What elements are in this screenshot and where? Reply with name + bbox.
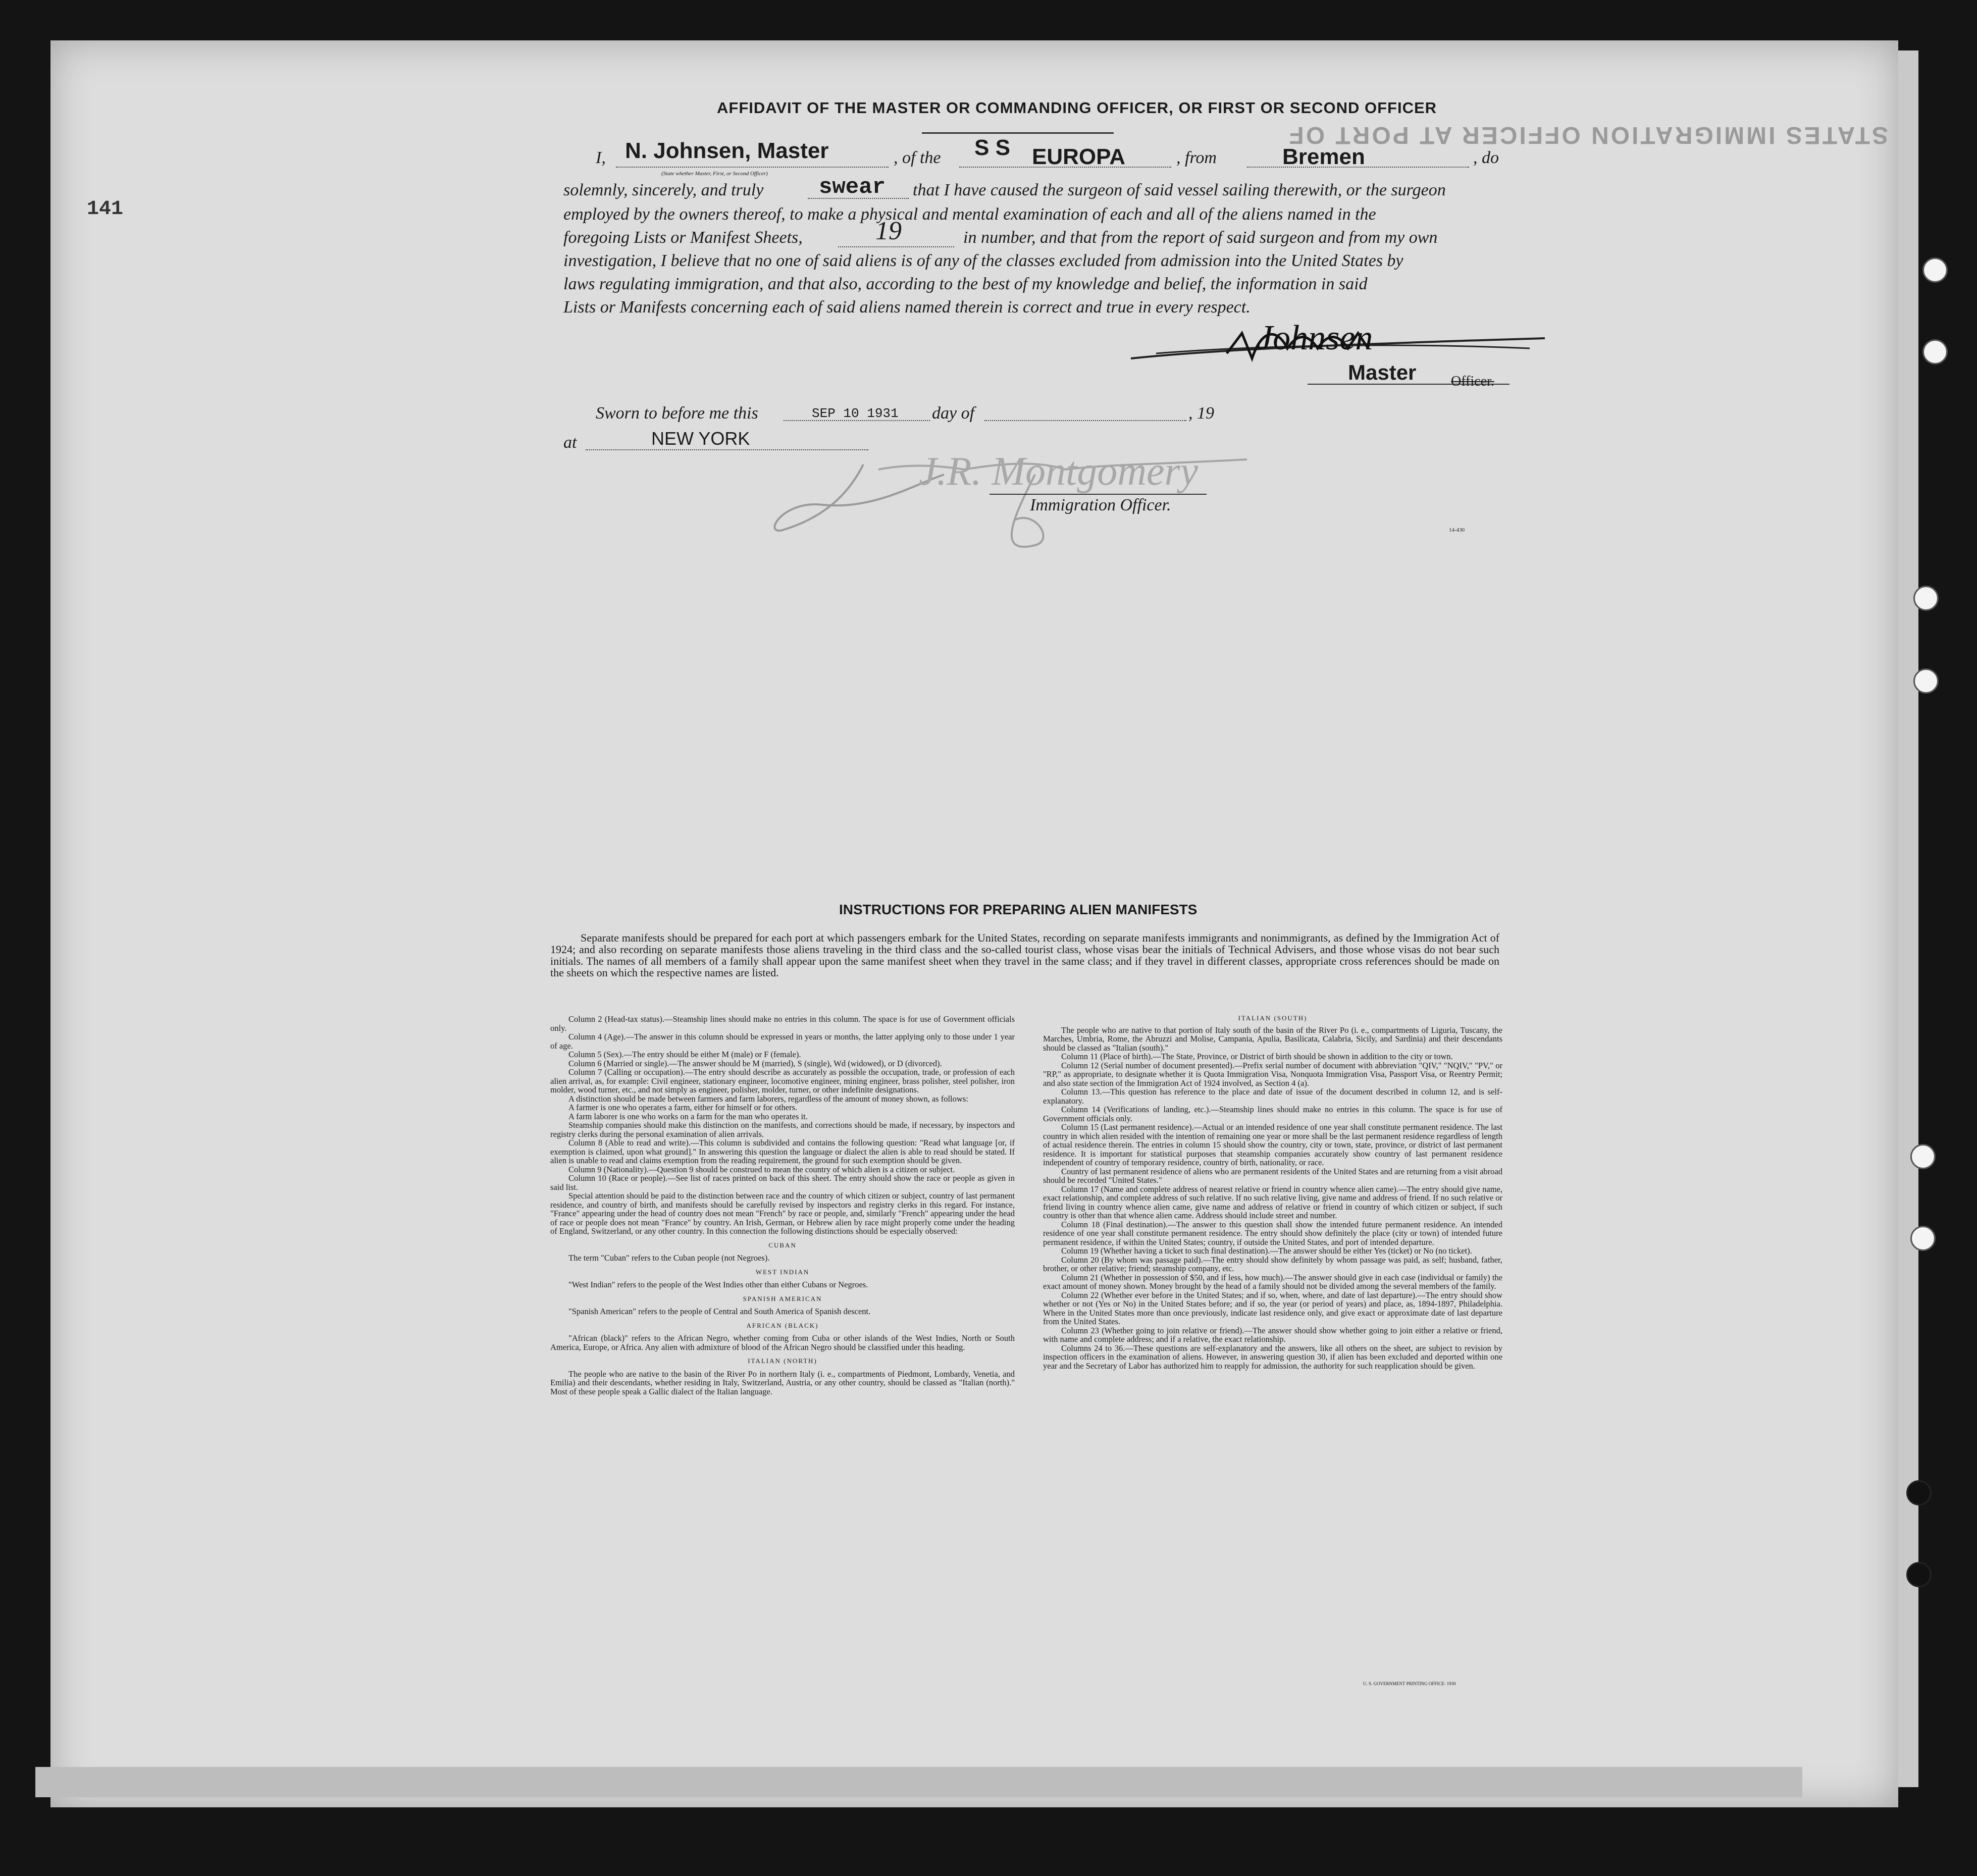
affidavit-line-7: Lists or Manifests concerning each of said aliens named therein is correct and true in every respect. [563, 298, 1251, 317]
ship-line [959, 167, 1171, 168]
text-do: , do [1473, 148, 1499, 167]
instruction-item: Column 23 (Whether going to join relative or friend).—The answer should show whether going to join either a relative or friend, with name and complete address; and if a relative, the exact relationship. [1043, 1325, 1502, 1344]
instruction-item: Column 14 (Verifications of landing, etc.).—Steamship lines should make no entries in this column. The space is for use of Government officials only. [1043, 1105, 1502, 1123]
instruction-item: Column 7 (Calling or occupation).—The entry should describe as accurately as possible the occupation, trade, or profession of each alien arrival, as, for example: Civil engineer, stationary engineer, locomotive engineer, mining engineer, brass polisher, steel polisher, iron molder, wood turner, etc., and not simply as engineer, polisher, molder, turner, or other indefinite designations. [550, 1067, 1015, 1095]
text-i: I, [596, 148, 606, 167]
punch-hole [1922, 257, 1948, 283]
instructions-right-column [1043, 1013, 1502, 1370]
page-edge-right [1898, 50, 1918, 1787]
month-line [984, 420, 1186, 421]
affidavit-line-1 [596, 148, 606, 168]
instruction-item: The people who are native to that portion of Italy south of the basin of the River Po (i. e., compartments of Liguria, Tuscany, the Marches, Umbria, Rome, the Abruzzi and Molise, Campania, Apulia, Basilicata, Calabria, Sicily, and Sardinia) and their descendants should be classed as "Italian (south)." [1043, 1025, 1502, 1053]
port-line [1247, 167, 1469, 168]
instruction-item: Special attention should be paid to the distinction between race and the country of which citizen or subject, country of last permanent residence, and country of birth, and manifests should be carefully revised by inspectors and registry clerks in this regard. For instance, "France" appearing under the head of country does not mean "French" by race or people, and, similarly "French" appearing under the head of race or people does not mean "France" by country. An Irish, German, or Hebrew alien by race might properly come under the heading of England, Switzerland, or any other country. In this connection the following distinctions should be especially observed: [550, 1191, 1015, 1236]
instruction-item: Column 11 (Place of birth).—The State, Province, or District of birth should be shown in addition to the city or town. [1061, 1052, 1453, 1061]
instruction-item: Columns 24 to 36.—These questions are self-explanatory and the answers, like all others on the sheet, are subject to revision by inspection officers in the examination of aliens. However, in answering question 30, if alien has been excluded and deported within one year and the Secretary of Labor has authorized him to reapply for admission, the authority for such reapplication should be given. [1043, 1343, 1502, 1371]
sheets-line [838, 246, 954, 247]
punch-hole [1913, 668, 1939, 694]
text-number: in number, and that from the report of said surgeon and from my own [963, 228, 1438, 247]
instruction-item: A farm laborer is one who works on a farm for the man who operates it. [568, 1111, 808, 1121]
affidavit-title: AFFIDAVIT OF THE MASTER OR COMMANDING OFFICER, OR FIRST OR SECOND OFFICER [717, 99, 1437, 117]
instruction-item: A farmer is one who operates a farm, either for himself or for others. [568, 1103, 798, 1112]
affidavit-line-6: laws regulating immigration, and that also, according to the best of my knowledge and belief, the information in said [563, 275, 1368, 293]
african-text: "African (black)" refers to the African Negro, whether coming from Cuba or other islands of the West Indies, North or South America, Europe, or Africa. Any alien with admixture of blood of the African Negro should be classified under this heading. [550, 1333, 1015, 1352]
instruction-item: Column 2 (Head-tax status).—Steamship lines should make no entries in this column. The space is for use of Government officials only. [550, 1014, 1015, 1033]
instruction-item: Column 6 (Married or single).—The answer should be M (married), S (single), Wd (widowed), or D (divorced). [568, 1058, 942, 1068]
instruction-item: Column 19 (Whether having a ticket to such final destination).—The answer should be either Yes (ticket) or No (no ticket). [1061, 1246, 1472, 1256]
oath-word: swear [819, 175, 886, 200]
page-number-mark: 141 [87, 198, 124, 221]
instruction-item: Column 9 (Nationality).—Question 9 should be construed to mean the country of which alien is a citizen or subject. [568, 1164, 955, 1174]
text-19: , 19 [1188, 404, 1214, 423]
instruction-item: Column 10 (Race or people).—See list of races printed on back of this sheet. The entry should show the race or people as given in said list. [550, 1173, 1015, 1192]
italian-south-heading: ITALIAN (SOUTH) [1238, 1014, 1308, 1022]
instructions-title: INSTRUCTIONS FOR PREPARING ALIEN MANIFESTS [839, 902, 1198, 917]
instruction-item: Country of last permanent residence of aliens who are permanent residents of the United States and are returning from a visit abroad should be recorded "United States." [1043, 1166, 1502, 1185]
punch-hole [1922, 339, 1948, 364]
left-column-items [550, 1015, 1015, 1236]
west-indian-heading: WEST INDIAN [755, 1268, 810, 1276]
text-that: that I have caused the surgeon of said vessel sailing therewith, or the surgeon [913, 181, 1446, 199]
text-day-of: day of [932, 404, 975, 423]
place-name: NEW YORK [651, 428, 750, 449]
printer-imprint: U. S. GOVERNMENT PRINTING OFFICE: 1930 [1363, 1681, 1456, 1686]
page-edge-bottom [35, 1767, 1802, 1797]
punch-hole [1906, 1562, 1932, 1587]
text-of-the: , of the [894, 148, 941, 167]
title-rule [922, 132, 1114, 134]
italian-north-heading: ITALIAN (NORTH) [748, 1357, 817, 1365]
cuban-heading: CUBAN [768, 1241, 797, 1249]
instruction-item: Column 15 (Last permanent residence).—Actual or an intended residence of one year shall constitute permanent residence. The last country in which alien resided with the intention of remaining one year or more shall be the last permanent residence regardless of length of actual residence therein. The entries in column 15 should show the country, city or town, state, province, or district of last permanent residence. It is important for statistical purposes that steamship companies accurately show country of last permanent residence independent of country of temporary residence, country of birth, nationality, or race. [1043, 1122, 1502, 1167]
master-name: N. Johnsen, Master [625, 138, 829, 163]
officer-struck: Officer. [1451, 374, 1494, 389]
officer-rule [990, 494, 1207, 495]
text-foregoing: foregoing Lists or Manifest Sheets, [563, 228, 803, 247]
sworn-date-stamp: SEP 10 1931 [812, 406, 899, 421]
departure-port: Bremen [1282, 144, 1365, 169]
master-title: Master [1348, 360, 1417, 384]
punch-hole [1906, 1480, 1932, 1505]
officer-title: Immigration Officer. [1030, 496, 1171, 514]
instruction-item: A distinction should be made between farmers and farm laborers, regardless of the amount of money shown, as follows: [568, 1093, 968, 1104]
date-line [784, 420, 930, 421]
west-indian-text: "West Indian" refers to the people of the West Indies other than either Cubans or Negroes. [568, 1280, 868, 1289]
instruction-item: Column 13.—This question has reference to the place and date of issue of the document described in column 12, and is self-explanatory. [1043, 1087, 1502, 1106]
instruction-item: Column 21 (Whether in possession of $50, and if less, how much).—The answer should give in each case (individual or family) the exact amount of money shown. Money brought by the head of a family should not be divided among the several members of the family. [1043, 1272, 1502, 1291]
affidavit-line-3: employed by the owners thereof, to make a physical and mental examination of each and all of the aliens named in the [563, 205, 1376, 224]
punch-hole [1910, 1226, 1936, 1251]
ship-prefix: S S [974, 135, 1010, 160]
sheet-count: 19 [875, 217, 902, 245]
instructions-intro: Separate manifests should be prepared for each port at which passengers embark for the United States, recording on separate manifests immigrants and nonimmigrants, as defined by the Immigration Act of 1924; and also recording on separate manifests those aliens traveling in the third class and the so-called tourist class, whose visas bear the initials of Technical Advisers, and those whose visas do not bear such initials. The names of all members of a family shall appear upon the same manifest sheet when they travel in the same class; and if they travel in different classes, appropriate cross references should be made on the sheets on which the respective names are listed. [550, 931, 1499, 979]
spanish-american-text: "Spanish American" refers to the people of Central and South America of Spanish descent. [568, 1307, 871, 1316]
officer-signature [752, 454, 1257, 565]
instruction-item: Column 22 (Whether ever before in the United States; and if so, when, where, and date of last departure).—The entry should show whether or not (Yes or No) in the United States before; and if so, the year (or period of years) and place, as, 1894-1897, Philadelphia. Where in the United States more than once previously, indicate last residence only, and give exact or approximate date of last departure from the United States. [1043, 1290, 1502, 1326]
form-number: 14-430 [1449, 527, 1465, 533]
text-at: at [563, 433, 577, 452]
instruction-item: Steamship companies should make this distinction on the manifests, and corrections should be made, if necessary, by inspectors and registry clerks during the personal examination of alien arrivals. [550, 1120, 1015, 1139]
instruction-item: Column 8 (Able to read and write).—This column is subdivided and contains the following question: "Read what language [or, if exemption is claimed, upon what ground]." In answering this question the language or dialect the alien is able to read should be stated. If alien is unable to read and claims exemption from the reading requirement, the ground for such exemption should be given. [550, 1138, 1015, 1165]
instruction-item: Column 17 (Name and complete address of nearest relative or friend in country whence alien came).—The entry should give name, exact relationship, and complete address of such relative. If no such relative living, give name and address of friend. If no such relative or friend living in country whence alien came, give name and address of relative or friend in country of which citizen or subject, if such country is other than that whence alien came. Address should include street and number. [1043, 1184, 1502, 1220]
instruction-item: Column 12 (Serial number of document presented).—Prefix serial number of document with abbreviation "QIV," "NQIV," "PV," or "RP," as appropriate, to designate whether it is Quota Immigration Visa, Nonquota Immigration Visa, Passport Visa, or Reentry Permit; and also state section of the Immigration Act of 1924 involved, as Section 4 (a). [1043, 1060, 1502, 1088]
bleed-through-text: STATES IMMIGRATION OFFICER AT PORT OF [1287, 122, 1888, 148]
affidavit-line-5: investigation, I believe that no one of said aliens is of any of the classes excluded from admission into the United States by [563, 251, 1403, 270]
italian-north-text: The people who are native to the basin of the River Po in northern Italy (i. e., compartments of Piedmont, Lombardy, Venetia, and Emilia) and their descendants, whether residing in Italy, Switzerland, Austria, or any other country, should be classed as "Italian (north)." Most of these people speak a Gallic dialect of the Italian language. [550, 1369, 1015, 1396]
oath-line [808, 198, 909, 199]
african-heading: AFRICAN (BLACK) [746, 1321, 819, 1329]
text-sworn: Sworn to before me this [596, 404, 758, 423]
instruction-item: Column 18 (Final destination).—The answer to this question shall show the intended future permanent residence. An intended residence of one year shall constitute permanent residence. The entry should show definitely the place (city or town) of intended future permanent residence, if within the United States; country, if outside the United States, and port of intended departure. [1043, 1219, 1502, 1247]
text-solemnly: solemnly, sincerely, and truly [563, 181, 764, 199]
punch-hole [1913, 586, 1939, 611]
svg-text:J.R. Montgomery: J.R. Montgomery [919, 454, 1199, 494]
text-from: , from [1176, 148, 1217, 167]
punch-hole [1910, 1144, 1936, 1169]
name-note: (State whether Master, First, or Second Officer) [661, 171, 768, 177]
instructions-left-column [550, 1015, 1015, 1396]
ship-name: EUROPA [1032, 144, 1125, 169]
instruction-item: Column 4 (Age).—The answer in this column should be expressed in years or months, the latter applying only to those under 1 year of age. [550, 1032, 1015, 1051]
master-signature [1126, 318, 1550, 374]
spanish-american-heading: SPANISH AMERICAN [743, 1294, 822, 1302]
cuban-text: The term "Cuban" refers to the Cuban people (not Negroes). [568, 1253, 770, 1263]
place-line [586, 449, 868, 450]
instruction-item: Column 5 (Sex).—The entry should be either M (male) or F (female). [568, 1050, 801, 1059]
svg-text:Johnsen: Johnsen [1257, 319, 1373, 357]
instruction-item: Column 20 (By whom was passage paid).—The entry should show definitely by whom passage was paid, as self; husband, father, brother, or other relative; friend; steamship company, etc. [1043, 1255, 1502, 1273]
name-line [616, 167, 889, 168]
